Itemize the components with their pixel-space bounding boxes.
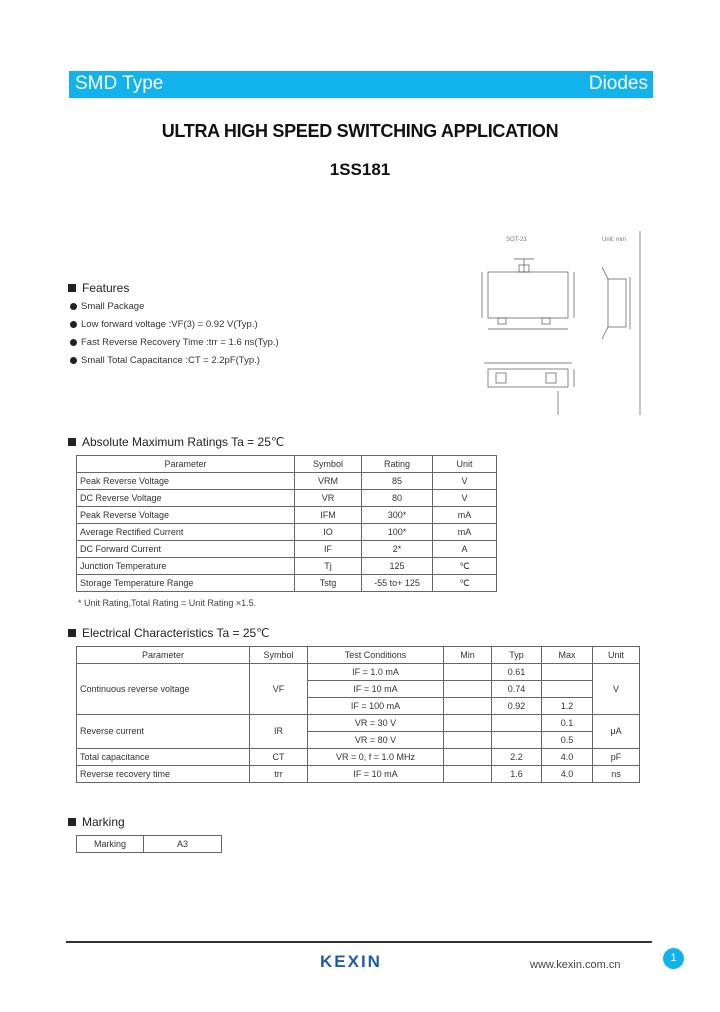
table-row: Reverse current IR VR = 30 V 0.1 μA (77, 715, 640, 732)
bullet-icon (70, 303, 77, 310)
features-heading: Features (68, 281, 129, 295)
unit-label: Unit: mm (602, 237, 626, 243)
document-title: ULTRA HIGH SPEED SWITCHING APPLICATION (161, 121, 559, 141)
square-bullet-icon (68, 438, 76, 446)
part-number: 1SS181 (329, 160, 391, 179)
table-header-row: Parameter Symbol Test Conditions Min Typ Max Unit (77, 647, 640, 664)
table-row: IF = 100 mA 0.92 1.2 (77, 698, 640, 715)
table-row: Continuous reverse voltage VF IF = 1.0 mA 0.61 V (77, 664, 640, 681)
bullet-icon (70, 339, 77, 346)
abs-max-table (76, 455, 497, 592)
marking-heading: Marking (68, 815, 125, 829)
feature-item: Fast Reverse Recovery Time :trr = 1.6 ns(Typ.) (70, 337, 279, 348)
table-header-row: Parameter Symbol Rating Unit (77, 456, 497, 473)
brand-logo: KEXIN (320, 952, 382, 971)
table-row: Total capacitance CT VR = 0, f = 1.0 MHz 2.2 4.0 pF (77, 749, 640, 766)
feature-item: Low forward voltage :VF(3) = 0.92 V(Typ.) (70, 319, 258, 330)
table-row: Average Rectified Current IO 100* mA (77, 524, 497, 541)
table-row: Junction Temperature Tj 125 ℃ (77, 558, 497, 575)
bullet-icon (70, 357, 77, 364)
bullet-icon (70, 321, 77, 328)
table-row: Reverse recovery time trr IF = 10 mA 1.6 4.0 ns (77, 766, 640, 783)
feature-item: Small Total Capacitance :CT = 2.2pF(Typ.) (70, 355, 260, 366)
square-bullet-icon (68, 629, 76, 637)
category-label: SMD Type (75, 73, 164, 94)
page-number-badge: 1 (663, 948, 684, 969)
table-row: DC Forward Current IF 2* A (77, 541, 497, 558)
square-bullet-icon (68, 284, 76, 292)
footer-divider (66, 941, 652, 943)
elec-heading: Electrical Characteristics Ta = 25℃ (68, 626, 270, 640)
marking-table (76, 835, 222, 853)
table-row: IF = 10 mA 0.74 (77, 681, 640, 698)
table-row: Storage Temperature Range Tstg -55 to+ 125 ℃ (77, 575, 497, 592)
website-link[interactable]: www.kexin.com.cn (530, 959, 621, 971)
abs-max-heading: Absolute Maximum Ratings Ta = 25℃ (68, 435, 284, 449)
table-row: VR = 80 V 0.5 (77, 732, 640, 749)
elec-table (76, 646, 640, 783)
rating-footnote: * Unit Rating,Total Rating = Unit Rating ×1.5. (78, 598, 257, 608)
package-drawing (474, 229, 674, 424)
table-row: Peak Reverse Voltage VRM 85 V (77, 473, 497, 490)
table-row: DC Reverse Voltage VR 80 V (77, 490, 497, 507)
header-banner (69, 71, 653, 98)
table-row: Peak Reverse Voltage IFM 300* mA (77, 507, 497, 524)
package-name-label: SOT-23 (506, 237, 527, 243)
product-class-label: Diodes (588, 73, 648, 94)
square-bullet-icon (68, 818, 76, 826)
feature-item: Small Package (70, 301, 144, 312)
table-row: Marking A3 (77, 836, 222, 853)
